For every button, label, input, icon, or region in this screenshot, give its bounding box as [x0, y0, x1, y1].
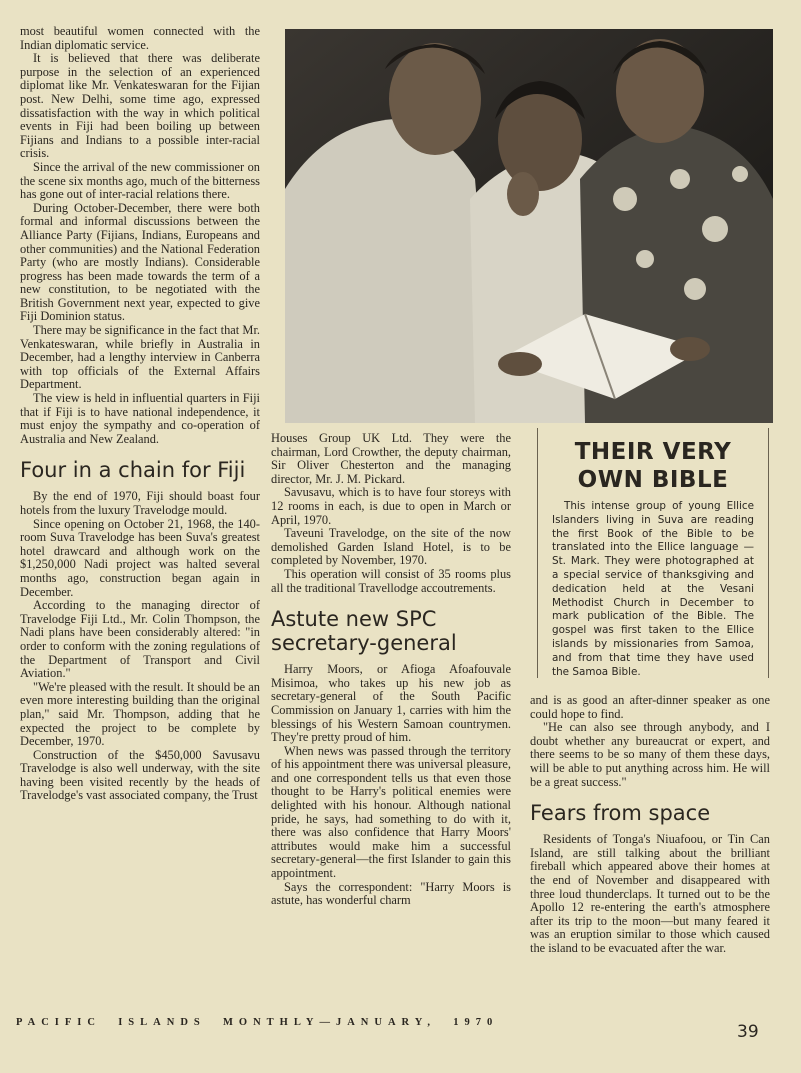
column-2 [271, 432, 511, 908]
paragraph: By the end of 1970, Fiji should boast four hotels from the luxury Travelodge mould. [20, 489, 260, 517]
photo-illustration [285, 29, 773, 423]
paragraph: The view is held in influential quarters in Fiji that if Fiji is to have national independence, it must enjoy the sympathy and co-operation of Australia and New Zealand. [20, 391, 260, 446]
paragraph: During October-December, there were both formal and informal discussions between the Alliance Party (Fijians, Indians, Europeans and other communities) and the National Federation Party (who are mostly Indians). Considerable progress has been made towards the term of a new constitution, to be negotiated with the British Government next year, expected to give Fiji Dominion status. [20, 200, 260, 324]
paragraph: Construction of the $450,000 Savusavu Travelodge is also well underway, with the site having been visited recently by the heads of Travelodge's vast associated company, the Trust [20, 747, 260, 803]
column-1 [20, 25, 260, 803]
article-heading-spc: Astute new SPC secretary-general [271, 607, 457, 656]
paragraph: Since opening on October 21, 1968, the 140-room Suva Travelodge has been Suva's greatest hotel drawcard and although work on the $1,250,000 Nadi project was halted several months ago, construction began again in December. [20, 516, 260, 599]
paragraph: There may be significance in the fact that Mr. Venkateswaran, while briefly in Australia in December, had a lengthy interview in Canberra with top officials of the External Affairs Department. [20, 323, 260, 392]
paragraph: It is believed that there was deliberate purpose in the selection of an experienced diplomat like Mr. Venkateswaran for the Fijian post. New Delhi, some time ago, expressed dissatisfaction with the way in which political events in Fiji had been boiling up between Fijians and Indians to a possible inter-racial crisis. [20, 51, 260, 161]
page-number: 39 [737, 1022, 759, 1042]
caption-text: This intense group of young Ellice Islanders living in Suva are reading the first Book of the Bible to be translated into the Ellice language — St. Mark. They were photographed at a special service of thanksgiving and dedication held at the Vesani Methodist Church in December to mark publication of the Bible. The gospel was first taken to the Ellice islands by missionaries from Samoa, and from that time they have used the Samoa Bible. [552, 500, 754, 678]
paragraph: "He can also see through anybody, and I doubt whether any bureaucrat or expert, and there seems to be so many of them these days, will be able to put anything across him. He will be a great success." [530, 720, 770, 789]
paragraph: Since the arrival of the new commissioner on the scene six months ago, much of the bitterness has gone out of inter-racial relations there. [20, 159, 260, 202]
article-heading-space: Fears from space [530, 801, 711, 826]
paragraph: Harry Moors, or Afioga Afoafouvale Misimoa, who takes up his new job as secretary-general of the South Pacific Commission on January 1, carries with him the blessings of his Western Samoan countrymen. They're pretty proud of him. [271, 662, 511, 745]
paragraph: and is as good an after-dinner speaker as one could hope to find. [530, 693, 770, 721]
paragraph: This operation will consist of 35 rooms plus all the traditional Travellodge accoutrements. [271, 566, 511, 595]
paragraph: Houses Group UK Ltd. They were the chairman, Lord Crowther, the deputy chairman, Sir Oliver Chesterton and the managing director, Mr. J. M. Pickard. [271, 431, 511, 486]
paragraph: "We're pleased with the result. It should be an even more interesting building than the original plan," said Mr. Thompson, adding that he expected the project to be complete by December, 1970. [20, 679, 260, 749]
running-footer: PACIFIC ISLANDS MONTHLY—JANUARY, 1970 [16, 1017, 499, 1028]
article-heading-hotels: Four in a chain for Fiji [20, 458, 246, 483]
paragraph: Taveuni Travelodge, on the site of the now demolished Garden Island Hotel, is to be completed by November, 1970. [271, 526, 511, 568]
paragraph: When news was passed through the territory of his appointment there was universal pleasure, and one correspondent tells us that even those thought to be Harry's political enemies were delighted with his honour. Although national pride, he says, had something to do with it, there was also confidence that Harry Moors' attributes would make him a successful secretary-general—the first Islander to gain this appointment. [271, 743, 511, 881]
paragraph: According to the managing director of Travelodge Fiji Ltd., Mr. Colin Thompson, the Nadi plans have been considerably altered: "in order to conform with the zoning regulations of the Department of Transport and Civil Aviation." [20, 598, 260, 681]
paragraph: Says the correspondent: "Harry Moors is astute, has wonderful charm [271, 879, 511, 908]
photo-caption-box [537, 428, 769, 678]
paragraph: Residents of Tonga's Niuafoou, or Tin Can Island, are still talking about the brilliant fireball which appeared above their homes at the end of November and disappeared with three loud thunderclaps. It turned out to be the Apollo 12 re-entering the earth's atmosphere after its trip to the moon—but many feared it was an eruption similar to those which caused the island to be evacuated after the war. [530, 832, 770, 955]
column-3 [530, 694, 770, 956]
paragraph: Savusavu, which is to have four storeys with 12 rooms in each, is due to open in March or April, 1970. [271, 485, 511, 527]
caption-title: THEIR VERY OWN BIBLE [574, 439, 732, 493]
photo-islanders-reading-bible [285, 29, 773, 423]
paragraph: most beautiful women connected with the Indian diplomatic service. [20, 24, 260, 52]
